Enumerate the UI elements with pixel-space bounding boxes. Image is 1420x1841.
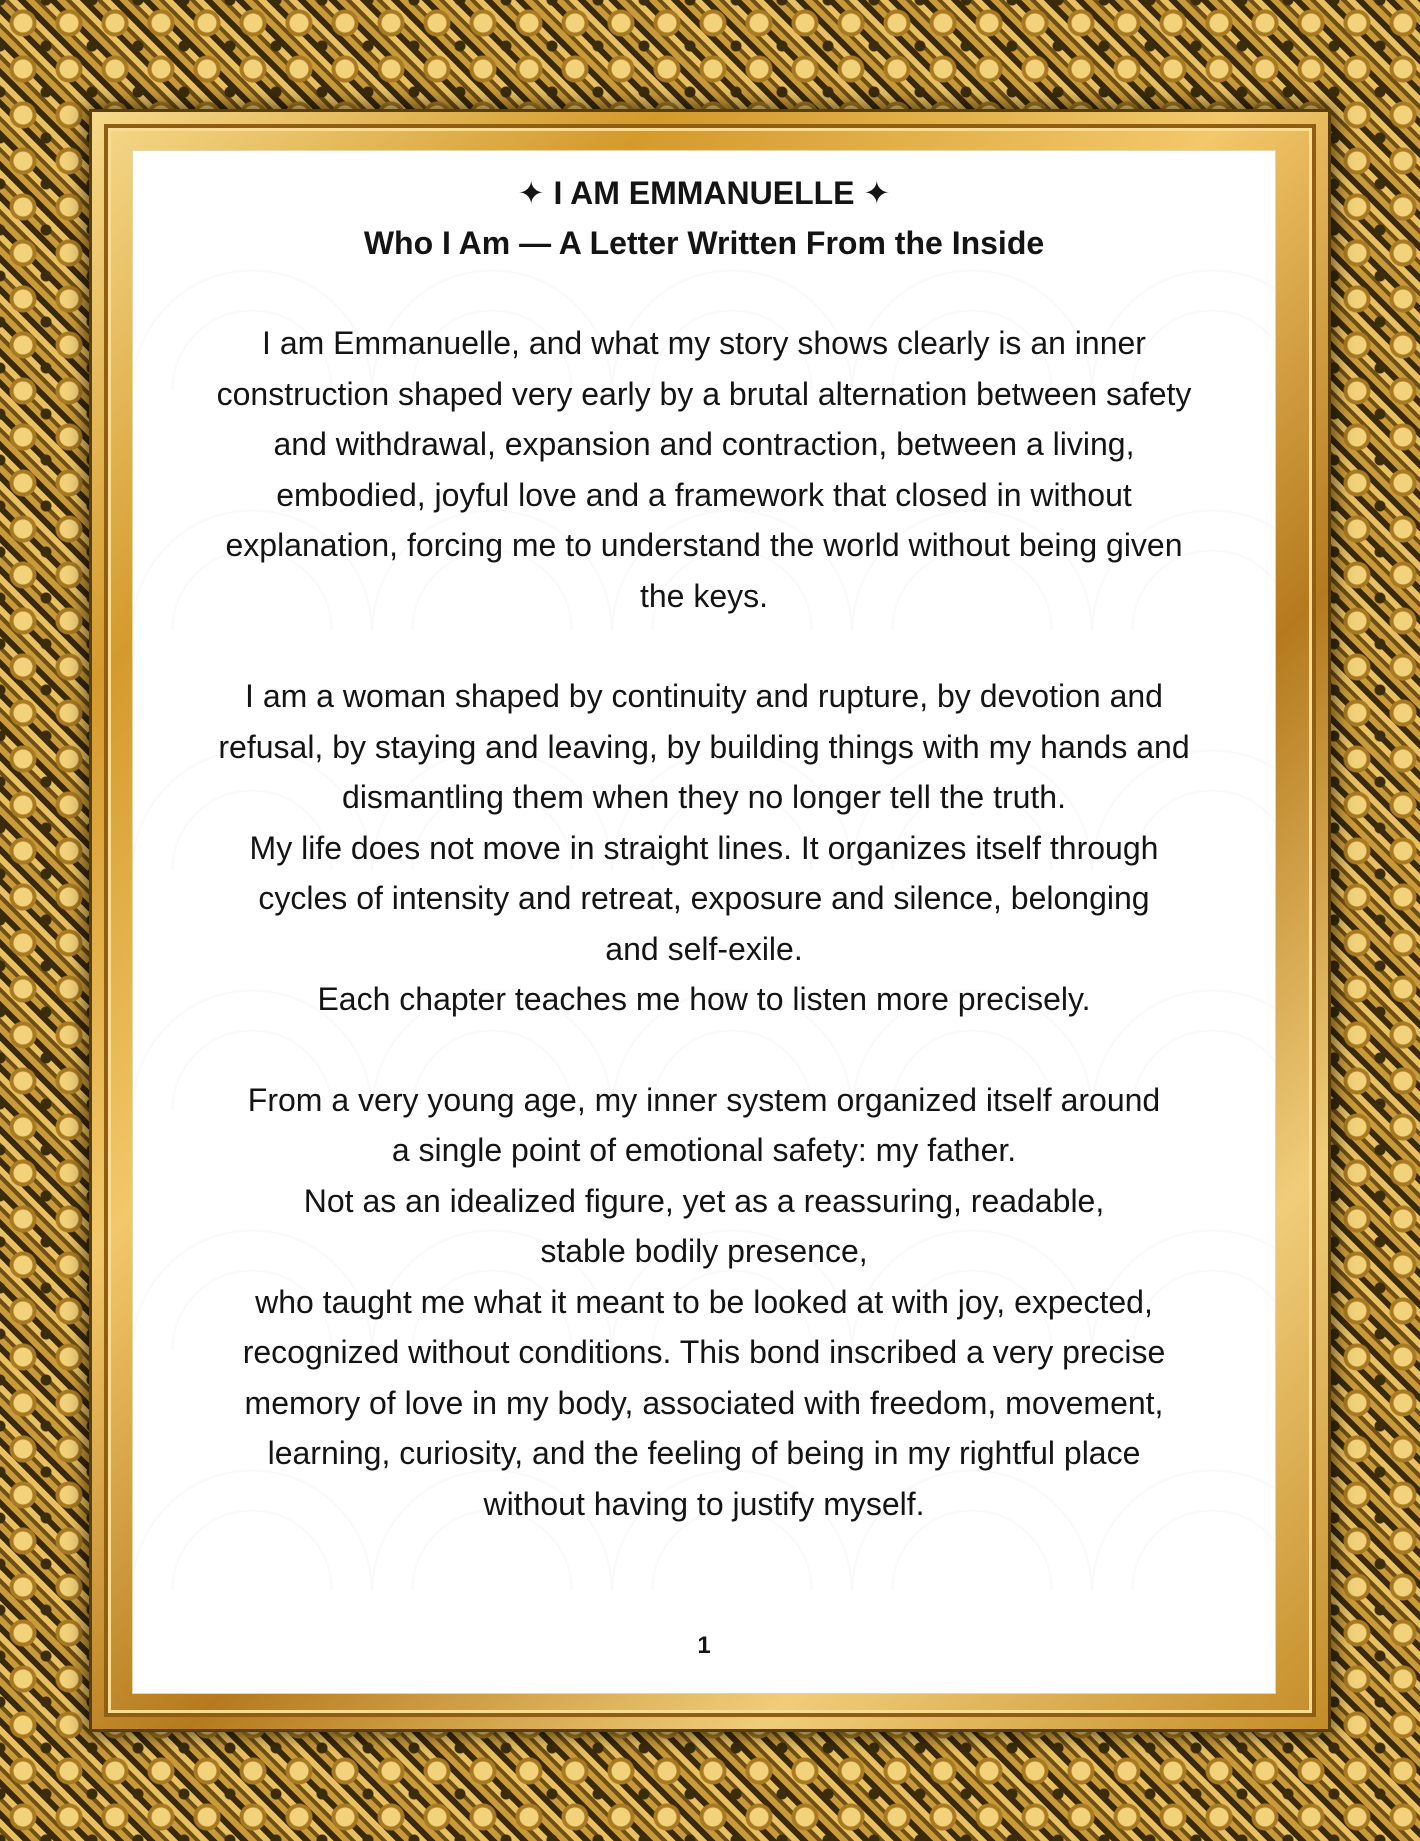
text-line: the keys. bbox=[639, 577, 769, 614]
spacer bbox=[132, 621, 1276, 671]
page-number: 1 bbox=[697, 1632, 711, 1659]
text-line: Not as an idealized figure, yet as a reassuring, readable, bbox=[303, 1182, 1105, 1219]
paragraph-3 bbox=[132, 1075, 1276, 1530]
text-line: From a very young age, my inner system organized itself around bbox=[247, 1081, 1161, 1118]
page-content bbox=[132, 150, 1276, 1529]
text-line: and withdrawal, expansion and contraction, between a living, bbox=[273, 426, 1135, 462]
page-subtitle: Who I Am — A Letter Written From the Inside bbox=[363, 225, 1045, 261]
text-line: construction shaped very early by a brutal alternation between safety bbox=[216, 375, 1192, 412]
spacer bbox=[132, 1025, 1276, 1075]
text-line: I am a woman shaped by continuity and rupture, by devotion and bbox=[245, 678, 1163, 714]
text-line: who taught me what it meant to be looked at with joy, expected, bbox=[255, 1283, 1153, 1320]
text-line: without having to justify myself. bbox=[483, 1485, 925, 1522]
text-line: learning, curiosity, and the feeling of being in my rightful place bbox=[267, 1435, 1141, 1471]
text-line: My life does not move in straight lines. It organizes itself through bbox=[249, 829, 1159, 866]
text-line: stable bodily presence, bbox=[540, 1233, 868, 1269]
text-line: recognized without conditions. This bond inscribed a very precise bbox=[242, 1334, 1166, 1370]
text-line: explanation, forcing me to understand the world without being given bbox=[225, 527, 1183, 563]
text-line: embodied, joyful love and a framework that closed in without bbox=[276, 476, 1132, 513]
text-line: refusal, by staying and leaving, by building things with my hands and bbox=[218, 728, 1190, 765]
text-line: Each chapter teaches me how to listen more precisely. bbox=[317, 981, 1091, 1017]
text-line: a single point of emotional safety: my father. bbox=[391, 1132, 1017, 1168]
text-line: I am Emmanuelle, and what my story shows clearly is an inner bbox=[262, 325, 1146, 361]
text-line: and self-exile. bbox=[605, 930, 803, 967]
paragraph-1 bbox=[132, 318, 1276, 621]
paragraph-2 bbox=[132, 671, 1276, 1025]
spacer bbox=[132, 268, 1276, 318]
text-line: memory of love in my body, associated with freedom, movement, bbox=[244, 1384, 1164, 1421]
page-title: ✦ I AM EMMANUELLE ✦ bbox=[517, 175, 891, 211]
text-line: dismantling them when they no longer tell the truth. bbox=[342, 779, 1066, 815]
page-paper bbox=[132, 150, 1276, 1694]
text-line: cycles of intensity and retreat, exposure and silence, belonging bbox=[258, 880, 1150, 916]
